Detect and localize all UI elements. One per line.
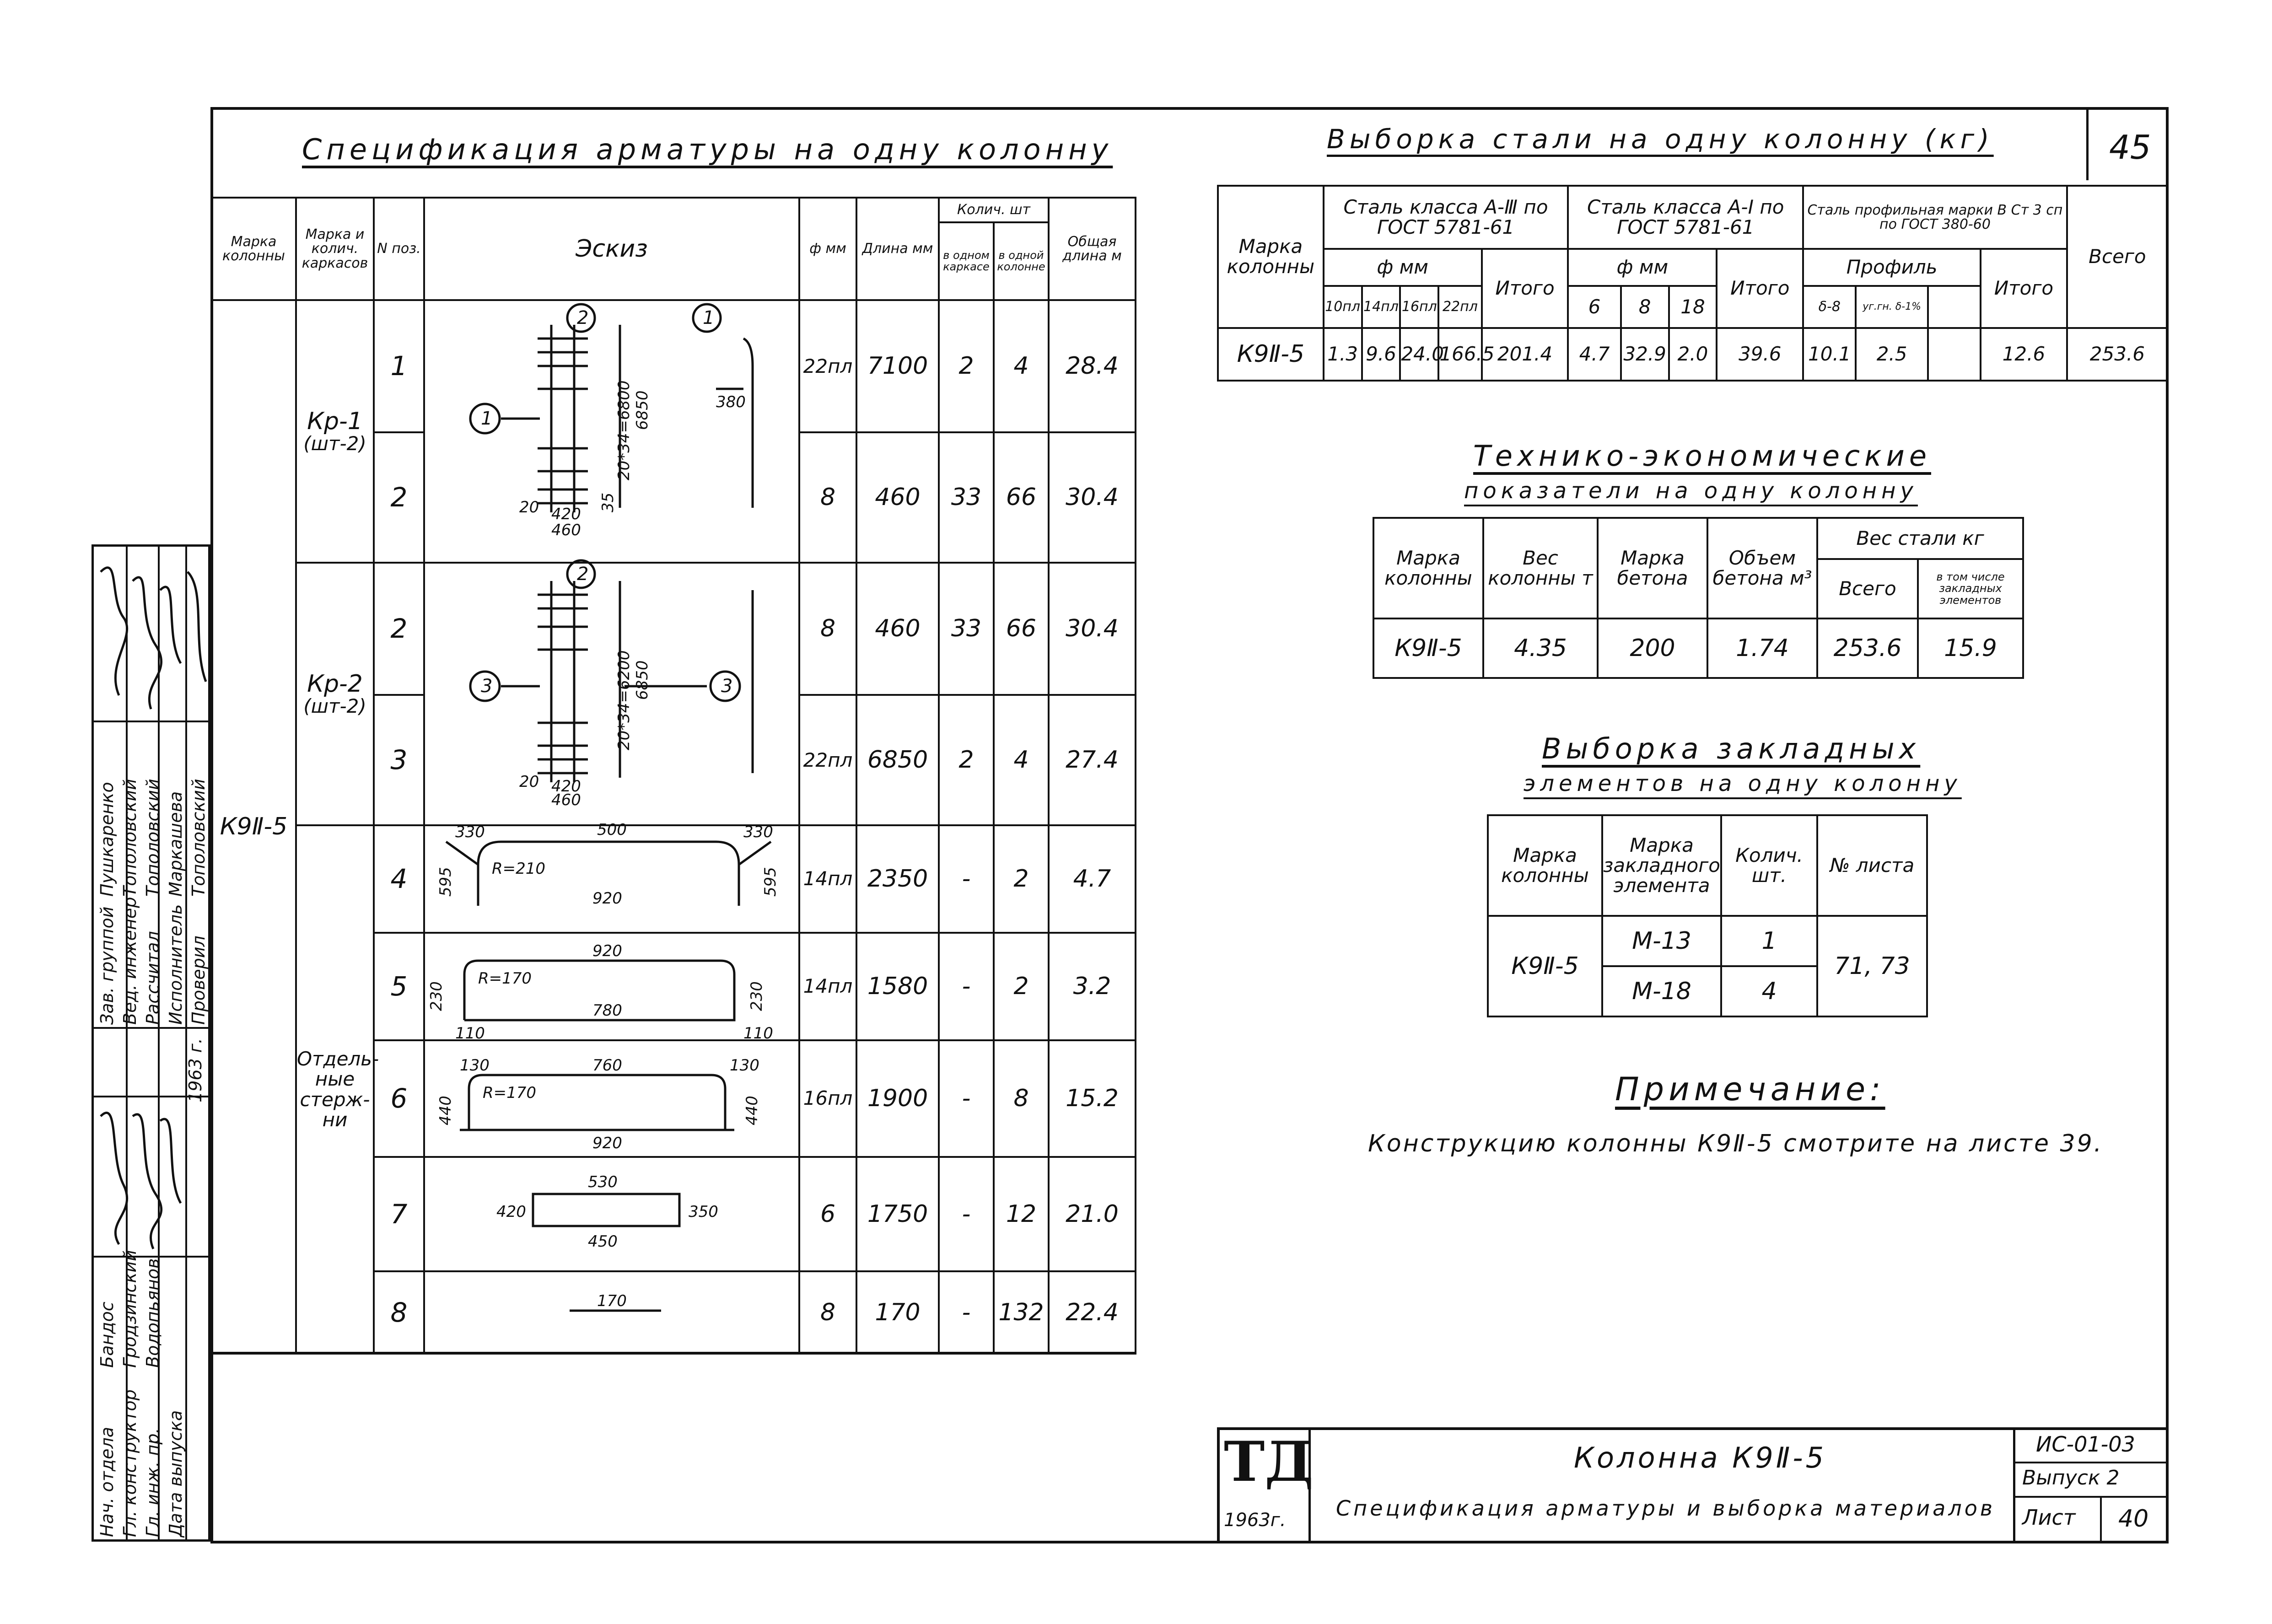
q2-cell-12: [994, 300, 1049, 563]
h-pos: N поз.: [374, 198, 424, 300]
stamp-code-divider: [2013, 1427, 2015, 1543]
h-mark-column: Марка колонны: [211, 198, 296, 300]
dim-230-a: 230: [427, 981, 446, 1011]
d-8: 8: [799, 1271, 856, 1354]
tech-h-all: Всего: [1817, 559, 1918, 618]
stamp-top-line: [1217, 1427, 2169, 1430]
steel-h-mark: Марка колонны: [1218, 186, 1324, 328]
dim-450: 450: [588, 1232, 618, 1251]
dim-230-b: 230: [748, 981, 766, 1011]
tech-title-2: показатели на одну колонну: [1464, 478, 1918, 504]
dim-cage1-num1b: 1: [481, 408, 493, 429]
sig-role-3: Дата выпуска: [166, 1410, 186, 1537]
dim-cage1-num1: 1: [703, 307, 715, 328]
q1-5: -: [939, 933, 994, 1040]
embedded-title-2: элементов на одну колонну: [1524, 771, 1962, 796]
tech-title-1: Технико-экономические: [1473, 439, 1931, 473]
emb-h-sheet: № листа: [1817, 815, 1927, 916]
tech-h-mark: Марка колонны: [1373, 518, 1483, 618]
q1-7: -: [939, 1157, 994, 1271]
total-2a: 30.4: [1066, 484, 1119, 511]
steel-sub-a3-3: 22пл: [1438, 286, 1481, 328]
steel-prof-1: 2.5: [1856, 328, 1927, 381]
tech-h-steel: Вес стали кг: [1817, 518, 2023, 559]
h-sketch: Эскиз: [424, 198, 799, 300]
len-8: 170: [856, 1271, 939, 1354]
steel-h-profile: Профиль: [1803, 249, 1981, 286]
len-2a: 460: [875, 484, 921, 511]
dim-35: 35: [599, 492, 617, 512]
tech-concrete: 200: [1598, 618, 1707, 678]
dim-595-a: 595: [436, 867, 455, 897]
outer-border-bottom: [210, 1541, 2169, 1543]
pos-6: 6: [374, 1040, 424, 1157]
len-6: 1900: [856, 1040, 939, 1157]
steel-sub-prof-empty: [1928, 286, 1981, 328]
d-5: 14пл: [799, 933, 856, 1040]
dim-6850-b: 6850: [633, 660, 651, 700]
stamp-sheet-divider: [2100, 1496, 2102, 1543]
column-mark: К9Ⅱ-5: [211, 300, 296, 1354]
h-qty: Колич. шт: [940, 199, 1048, 223]
sig-role-1: Гл. конструктор: [120, 1389, 140, 1537]
dim-num3-a: 3: [481, 676, 493, 697]
steel-a3-total: 201.4: [1482, 328, 1568, 381]
stamp-title: Колонна К9Ⅱ-5: [1574, 1441, 1827, 1474]
q1-2a: 33: [951, 484, 982, 511]
emb-sheet: 71, 73: [1817, 916, 1927, 1016]
h-mark-cage: Марка и колич. каркасов: [296, 198, 374, 300]
steel-h-diam-a1: ф мм: [1568, 249, 1717, 286]
dim-20-b: 20: [519, 773, 539, 791]
steel-sub-prof-1: уг.гн. δ-1%: [1856, 286, 1927, 328]
d-7: 6: [799, 1157, 856, 1271]
emb-el-1: М-18: [1602, 966, 1721, 1016]
dim-420-c: 420: [496, 1203, 526, 1221]
d-4: 14пл: [799, 825, 856, 933]
total-2b: 30.4: [1050, 564, 1135, 696]
q2-2b: 66: [995, 564, 1048, 696]
stamp-code-h2: [2013, 1496, 2169, 1498]
len-cell-23: [856, 563, 939, 825]
q1-2b: 33: [940, 564, 993, 696]
steel-sub-a1-0: 6: [1568, 286, 1621, 328]
q2-2a: 66: [1006, 484, 1037, 511]
dim-num3-b: 3: [721, 676, 733, 697]
emb-h-mark: Марка колонны: [1488, 815, 1602, 916]
tech-table: [1373, 517, 2024, 679]
emb-mark: К9Ⅱ-5: [1488, 916, 1602, 1016]
dim-330-a: 330: [455, 823, 485, 841]
dim-595-b: 595: [761, 867, 780, 897]
tech-volume: 1.74: [1707, 618, 1817, 678]
steel-prof-total: 12.6: [1981, 328, 2067, 381]
dim-920-c: 920: [592, 1134, 622, 1152]
diam-cell-23: [799, 563, 856, 825]
sig-name-0: Бандос: [97, 1301, 117, 1368]
d-3: 22пл: [803, 749, 853, 771]
dim-110-b: 110: [743, 1024, 773, 1043]
steel-a3-3: 166.5: [1438, 328, 1481, 381]
q2-1: 4: [995, 301, 1048, 433]
q1-8: -: [939, 1271, 994, 1354]
h-total-len: Общая длина м: [1049, 198, 1136, 300]
cage1-mark: Кр-1: [307, 407, 363, 435]
steel-sub-prof-0: δ-8: [1803, 286, 1856, 328]
spec-bottom-line: [210, 1352, 1135, 1354]
tech-all: 253.6: [1817, 618, 1918, 678]
dim-20x34-b: 20*34=6200: [615, 650, 633, 750]
steel-row-mark: К9Ⅱ-5: [1218, 328, 1324, 381]
steel-h-total: Всего: [2067, 186, 2168, 328]
dim-130-a: 130: [460, 1056, 490, 1075]
embedded-table: [1487, 814, 1928, 1017]
stamp-code-h1: [2013, 1462, 2169, 1463]
dim-num2-cage2: 2: [577, 564, 589, 585]
dim-r210: R=210: [492, 860, 546, 878]
steel-title: Выборка стали на одну колонну (кг): [1327, 124, 1994, 155]
dim-760: 760: [592, 1056, 622, 1075]
h-qty-group: [939, 198, 1049, 300]
tech-h-concrete: Марка бетона: [1598, 518, 1707, 618]
steel-h-a3: Сталь класса А-Ⅲ по ГОСТ 5781-61: [1324, 186, 1568, 249]
q2-4: 2: [994, 825, 1049, 933]
pos-4: 4: [374, 825, 424, 933]
emb-h-el: Марка закладного элемента: [1602, 815, 1721, 916]
page-number: 45: [2109, 128, 2151, 167]
len-4: 2350: [856, 825, 939, 933]
len-cell-12: [856, 300, 939, 563]
q1-6: -: [939, 1040, 994, 1157]
dim-920-a: 920: [592, 889, 622, 908]
sig-name-5: Тополовский: [120, 779, 140, 897]
cage1-qty: (шт-2): [303, 432, 366, 455]
q1-4: -: [939, 825, 994, 933]
steel-h-prof: Сталь профильная марки В Ст 3 сп по ГОСТ 380-60: [1803, 186, 2067, 249]
stamp-code: ИС-01-03: [2036, 1432, 2135, 1457]
q2-8: 132: [994, 1271, 1049, 1354]
dim-420-b: 420: [551, 777, 581, 796]
pos-2b: 2: [375, 564, 423, 696]
h-qty-one-col: в одной колонне: [997, 248, 1045, 273]
dim-110-a: 110: [455, 1024, 485, 1043]
steel-h-diam-a3: ф мм: [1324, 249, 1482, 286]
dim-r170-a: R=170: [478, 969, 532, 988]
note-title: Примечание:: [1615, 1070, 1885, 1108]
steel-sub-a3-0: 10пл: [1324, 286, 1362, 328]
cage2-cell: [296, 563, 374, 825]
total-3: 27.4: [1066, 746, 1119, 774]
q1-cell-12: [939, 300, 994, 563]
len-5: 1580: [856, 933, 939, 1040]
diam-cell-12: [799, 300, 856, 563]
dim-130-b: 130: [730, 1056, 759, 1075]
q1-1: 2: [940, 301, 993, 433]
dim-440-a: 440: [436, 1096, 455, 1125]
dim-6850-a: 6850: [633, 390, 651, 430]
emb-el-0: М-13: [1602, 916, 1721, 966]
h-qty-one-cage: в одном каркасе: [940, 223, 995, 299]
outer-border-top: [210, 107, 2169, 110]
total-cell-12: [1049, 300, 1136, 563]
pos-7: 7: [374, 1157, 424, 1271]
dim-500: 500: [597, 821, 627, 839]
len-3: 6850: [867, 746, 928, 774]
stamp-year: 1963г.: [1224, 1510, 1286, 1531]
total-8: 22.4: [1049, 1271, 1136, 1354]
total-4: 4.7: [1049, 825, 1136, 933]
tech-weight: 4.35: [1483, 618, 1598, 678]
stamp-issue: Выпуск 2: [2022, 1466, 2120, 1490]
cage1-cell: [296, 300, 374, 563]
steel-h-itogo-prof: Итого: [1981, 249, 2067, 328]
pos-3: 3: [390, 744, 408, 775]
steel-grand-total: 253.6: [2067, 328, 2168, 381]
tech-h-volume: Объем бетона м³: [1707, 518, 1817, 618]
len-1: 7100: [857, 301, 938, 433]
sig-name-1: Гродзинский: [120, 1250, 140, 1368]
sig-name-3: 1963 г.: [185, 1038, 205, 1102]
dim-440-b: 440: [743, 1096, 761, 1125]
dim-380: 380: [716, 393, 746, 411]
sig-role-0: Нач. отдела: [97, 1426, 117, 1537]
sig-role-4: Зав. группой: [97, 906, 117, 1025]
total-6: 15.2: [1049, 1040, 1136, 1157]
tech-h-weight: Вес колонны т: [1483, 518, 1598, 618]
total-cell-23: [1049, 563, 1136, 825]
stamp-sheet-no: 40: [2118, 1505, 2149, 1533]
emb-qty-0: 1: [1721, 916, 1817, 966]
pos-8: 8: [374, 1271, 424, 1354]
note-text: Конструкцию колонны К9Ⅱ-5 смотрите на листе 39.: [1368, 1130, 2104, 1157]
sig-name-8: Тополовский: [188, 779, 209, 897]
dim-350: 350: [689, 1203, 718, 1221]
steel-h-itogo-a1: Итого: [1717, 249, 1803, 328]
dim-530: 530: [588, 1173, 618, 1191]
tech-mark: К9Ⅱ-5: [1373, 618, 1483, 678]
embedded-title-1: Выборка закладных: [1542, 732, 1921, 765]
stamp-left-line: [1217, 1427, 1220, 1543]
page-number-divider: [2086, 107, 2089, 180]
d-2b: 8: [800, 564, 856, 696]
steel-a1-2: 2.0: [1669, 328, 1717, 381]
emb-h-qty: Колич. шт.: [1721, 815, 1817, 916]
steel-sub-a3-1: 14пл: [1362, 286, 1400, 328]
stamp-subtitle: Спецификация арматуры и выборка материалов: [1336, 1496, 1996, 1521]
steel-sub-a3-2: 16пл: [1400, 286, 1438, 328]
pos-2a: 2: [390, 482, 408, 513]
total-5: 3.2: [1049, 933, 1136, 1040]
pos-cell-23: [374, 563, 424, 825]
spec-title: Спецификация арматуры на одну колонну: [302, 133, 1113, 166]
cage2-mark: Кр-2: [307, 670, 363, 698]
q2-3: 4: [1013, 746, 1029, 774]
sig-name-7: Маркашева: [166, 791, 186, 897]
total-1: 28.4: [1050, 301, 1135, 433]
dim-460-a: 460: [551, 521, 581, 539]
total-7: 21.0: [1049, 1157, 1136, 1271]
steel-h-itogo-a3: Итого: [1482, 249, 1568, 328]
steel-a3-1: 9.6: [1362, 328, 1400, 381]
steel-sub-a1-2: 18: [1669, 286, 1717, 328]
pos-1: 1: [375, 301, 423, 433]
sig-role-7: Исполнитель: [166, 904, 186, 1025]
steel-prof-2: [1928, 328, 1981, 381]
d-6: 16пл: [799, 1040, 856, 1157]
dim-330-b: 330: [743, 823, 773, 841]
steel-sub-a1-1: 8: [1621, 286, 1669, 328]
sig-name-6: Тополовский: [143, 779, 163, 897]
dim-r170-b: R=170: [483, 1084, 537, 1102]
dim-460-b: 460: [551, 791, 581, 809]
tech-incl: 15.9: [1918, 618, 2023, 678]
dim-420-a: 420: [551, 505, 581, 523]
len-7: 1750: [856, 1157, 939, 1271]
sig-role-6: Рассчитал: [143, 931, 163, 1025]
d-2a: 8: [820, 484, 836, 511]
sig-name-2: Водопьянов: [143, 1258, 163, 1368]
emb-qty-1: 4: [1721, 966, 1817, 1016]
rebar-sketches: [423, 297, 798, 1352]
steel-h-a1: Сталь класса А-Ⅰ по ГОСТ 5781-61: [1568, 186, 1803, 249]
sig-role-2: Гл. инж. пр.: [143, 1428, 163, 1537]
q2-5: 2: [994, 933, 1049, 1040]
steel-prof-0: 10.1: [1803, 328, 1856, 381]
dim-cage1-num2: 2: [577, 307, 589, 328]
steel-a1-0: 4.7: [1568, 328, 1621, 381]
dim-20x34-a: 20*34=6800: [615, 380, 633, 480]
pos-cell-12: [374, 300, 424, 563]
len-2b: 460: [857, 564, 938, 696]
sig-name-4: Пушкаренко: [97, 782, 117, 897]
q2-6: 8: [994, 1040, 1049, 1157]
q1-cell-23: [939, 563, 994, 825]
stamp-sheet-label: Лист: [2022, 1505, 2076, 1530]
stamp-logo: ТД: [1224, 1430, 1314, 1494]
pos-5: 5: [374, 933, 424, 1040]
dim-20-a: 20: [519, 498, 539, 516]
steel-table: [1217, 185, 2169, 382]
h-length: Длина мм: [856, 198, 939, 300]
separate-bars: Отдель- ные стерж- ни: [296, 825, 374, 1354]
d-1: 22пл: [800, 301, 856, 433]
steel-a3-0: 1.3: [1324, 328, 1362, 381]
cage2-qty: (шт-2): [303, 695, 366, 718]
dim-170: 170: [597, 1292, 627, 1310]
sig-role-5: Вед. инженер: [120, 897, 140, 1025]
tech-h-incl: в том числе закладных элементов: [1918, 559, 2023, 618]
sig-role-8: Проверил: [188, 936, 209, 1025]
signature-scribbles: [92, 544, 210, 1414]
steel-a1-1: 32.9: [1621, 328, 1669, 381]
h-diam: ф мм: [799, 198, 856, 300]
dim-920-b: 920: [592, 942, 622, 960]
q2-cell-23: [994, 563, 1049, 825]
q1-3: 2: [958, 746, 974, 774]
q2-7: 12: [994, 1157, 1049, 1271]
dim-780: 780: [592, 1001, 622, 1020]
steel-a3-2: 24.0: [1400, 328, 1438, 381]
steel-a1-total: 39.6: [1717, 328, 1803, 381]
